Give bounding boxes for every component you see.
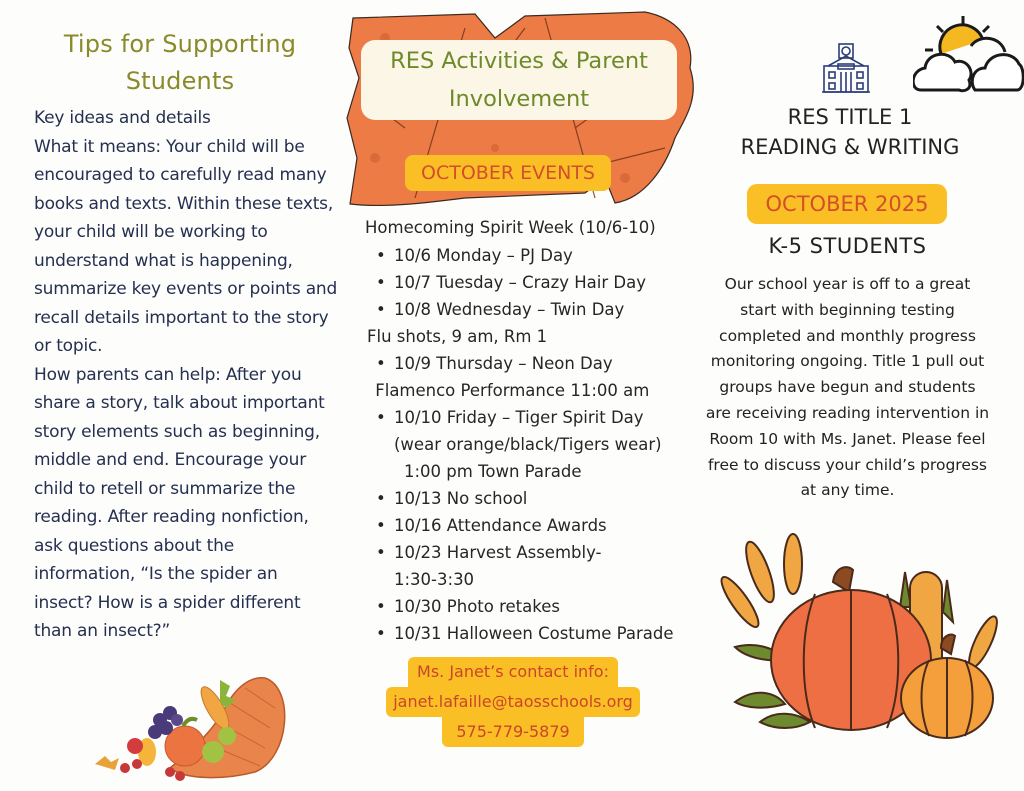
bullet-icon: • <box>376 408 386 427</box>
tips-what-it-means: What it means: Your child will be encouraged to carefully read many books and texts. Within these texts, your child will be working to understand what is happening, summarize key events or points and recall details important to the story or topic. <box>34 136 338 356</box>
tips-panel <box>0 0 345 791</box>
event-subtext: (wear orange/black/Tigers wear) <box>394 435 662 454</box>
bullet-icon: • <box>376 246 386 265</box>
event-item: • 10/16 Attendance Awards <box>365 512 700 539</box>
contact-phone[interactable]: 575-779-5879 <box>442 717 583 747</box>
activities-title-line1: RES Activities & Parent <box>390 48 648 74</box>
activities-title <box>361 40 677 120</box>
bullet-icon: • <box>376 489 386 508</box>
events-heading: Homecoming Spirit Week (10/6-10) <box>365 218 656 237</box>
bullet-icon: • <box>376 543 386 562</box>
contact-info-box <box>383 657 643 747</box>
bullet-icon: • <box>376 354 386 373</box>
bullet-icon: • <box>376 300 386 319</box>
events-list-section <box>365 214 700 647</box>
contact-email[interactable]: janet.lafaille@taosschools.org <box>386 687 640 717</box>
program-title-line2: READING & WRITING <box>740 135 960 159</box>
program-title <box>705 102 995 162</box>
grades-label: K-5 STUDENTS <box>768 234 927 258</box>
event-subtext: 1:00 pm Town Parade <box>404 462 582 481</box>
pumpkins-corn-wheat-illustration <box>715 532 1005 742</box>
tips-title: Tips for Supporting Students <box>63 30 297 95</box>
intro-paragraph: Our school year is off to a great start with beginning testing completed and monthly progress monitoring ongoing. Title 1 pull out groups have begun and students are receiving reading intervention in Room 10 with Ms. Janet. Please feel free to discuss your child’s progress at any time. <box>705 275 990 500</box>
bullet-icon: • <box>376 597 386 616</box>
activities-panel <box>345 0 705 791</box>
event-item: • 10/30 Photo retakes <box>365 593 700 620</box>
contact-label: Ms. Janet’s contact info: <box>408 657 618 687</box>
event-item: • 10/10 Friday – Tiger Spirit Day (wear orange/black/Tigers wear) 1:00 pm Town Parade <box>365 404 700 485</box>
tips-how-parents-help: How parents can help: After you share a story, talk about important story elements such as beginning, middle and end. Encourage your child to retell or summarize the reading. After reading nonfiction, ask questions about the information, “Is the spider an insect? How is a spider different than an insect?” <box>34 364 325 641</box>
event-item: • 10/9 Thursday – Neon Day Flamenco Performance 11:00 am <box>365 350 700 404</box>
events-list <box>365 242 700 647</box>
school-building-icon <box>820 40 872 96</box>
event-subtext: 1:30-3:30 <box>394 570 475 589</box>
event-item: • 10/13 No school <box>365 485 700 512</box>
event-item: • 10/31 Halloween Costume Parade <box>365 620 700 647</box>
event-item: • 10/7 Tuesday – Crazy Hair Day <box>365 269 700 296</box>
tips-body <box>34 104 339 646</box>
bullet-icon: • <box>376 516 386 535</box>
bullet-icon: • <box>376 624 386 643</box>
event-item: • 10/23 Harvest Assembly- 1:30-3:30 <box>365 539 700 593</box>
title1-panel <box>705 0 1024 791</box>
tips-subheading: Key ideas and details <box>34 108 211 128</box>
cornucopia-illustration <box>65 668 295 786</box>
event-subtext: Flu shots, 9 am, Rm 1 <box>367 327 548 346</box>
event-item: • 10/6 Monday – PJ Day <box>365 242 700 269</box>
bullet-icon: • <box>376 273 386 292</box>
sun-behind-clouds-icon <box>913 12 1024 94</box>
october-events-badge: OCTOBER EVENTS <box>405 155 611 191</box>
activities-title-line2: Involvement <box>431 80 607 118</box>
event-item: • 10/8 Wednesday – Twin Day Flu shots, 9 am, Rm 1 <box>365 296 700 350</box>
event-subtext: Flamenco Performance 11:00 am <box>370 381 650 400</box>
program-title-line1: RES TITLE 1 <box>787 105 913 129</box>
month-badge: OCTOBER 2025 <box>747 184 947 224</box>
